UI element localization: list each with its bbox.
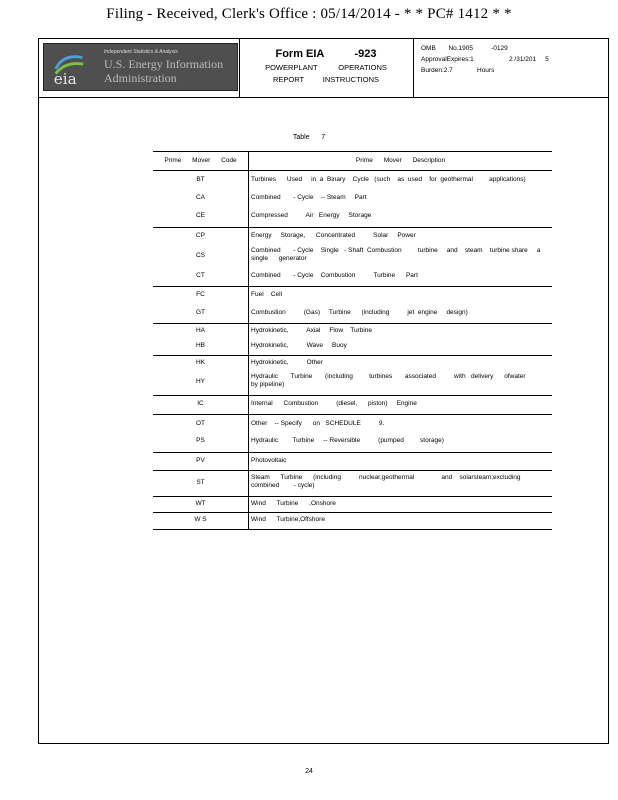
table-row-code: PV bbox=[196, 457, 205, 464]
form-header bbox=[39, 39, 608, 98]
table-row-desc: Combustion (Gas) Turbine (including jet engine design) bbox=[251, 309, 468, 316]
table-row-desc: Hydraulic Turbine -- Reversible (pumped storage) bbox=[251, 437, 444, 444]
eia-seal-icon bbox=[50, 48, 88, 86]
approval-expires: ApprovalExpires:1 bbox=[421, 56, 474, 63]
column-header-description: Prime Mover Description bbox=[355, 157, 446, 164]
table-row-desc: Combined - Cycle Single - Shaft Combustion turbine and steam turbine share a single generator bbox=[251, 247, 545, 262]
table-row-code: CA bbox=[195, 194, 206, 201]
logo-org-name: U.S. Energy Information bbox=[104, 57, 224, 71]
table-row-code: ST bbox=[196, 479, 205, 486]
group-divider bbox=[153, 395, 552, 396]
table-row-desc: Hydraulic Turbine (including turbines associated with delivery ofwater by pipeline) bbox=[251, 373, 539, 388]
table-row-desc: Hydrokinetic, Axial Flow Turbine bbox=[251, 327, 373, 334]
group-divider bbox=[153, 227, 552, 228]
logo-tagline: Independent Statistics & Analysis bbox=[104, 49, 178, 55]
table-row-code: CS bbox=[195, 252, 206, 259]
column-divider bbox=[248, 151, 249, 530]
burden-hours: Hours bbox=[477, 67, 495, 74]
table-row-desc: Other -- Specify on SCHEDULE 9. bbox=[251, 420, 385, 427]
form-title: Form EIA -923 bbox=[275, 48, 377, 60]
table-row-code: BT bbox=[196, 176, 205, 183]
table-row-code: HK bbox=[195, 359, 206, 366]
table-row-code: HB bbox=[195, 342, 206, 349]
table-row-code: FC bbox=[196, 291, 205, 298]
table-row-desc: Hydrokinetic, Wave Buoy bbox=[251, 342, 347, 349]
table-rule bbox=[153, 529, 552, 530]
table-rule bbox=[153, 170, 552, 171]
filing-stamp: Filing - Received, Clerk's Office : 05/14/2014 - * * PC# 1412 * * bbox=[106, 6, 512, 22]
table-row-desc: Hydrokinetic, Other bbox=[251, 359, 323, 366]
group-divider bbox=[153, 286, 552, 287]
table-row-desc: Fuel Cell bbox=[251, 291, 283, 298]
table-row-code: HA bbox=[195, 327, 206, 334]
table-row-desc: Wind Turbine ,Onshore bbox=[251, 500, 336, 507]
group-divider bbox=[153, 470, 552, 471]
group-divider bbox=[153, 355, 552, 356]
table-row-code: HY bbox=[195, 378, 206, 385]
table-row-desc: Wind Turbine,Offshore bbox=[251, 516, 325, 523]
form-subtitle: POWERPLANT OPERATIONS bbox=[265, 63, 387, 72]
eia-logo bbox=[43, 43, 238, 91]
logo-org-name-2: Administration bbox=[104, 71, 177, 85]
table-title: Table 7 bbox=[292, 134, 326, 141]
table-row-code: W S bbox=[194, 516, 207, 523]
group-divider bbox=[153, 512, 552, 513]
group-divider bbox=[153, 452, 552, 453]
table-row-desc: Energy Storage, Concentrated Solar Power bbox=[251, 232, 416, 239]
table-rule bbox=[153, 151, 552, 152]
table-row-code: IC bbox=[197, 400, 204, 407]
svg-text:eia: eia bbox=[53, 70, 77, 86]
expiration-date: 2 /31/201 5 bbox=[509, 56, 549, 63]
form-frame bbox=[38, 38, 609, 744]
table-row-desc: Combined - Cycle -- Steam Part bbox=[251, 194, 367, 201]
table-row-desc: Internal Combustion (diesel, piston) Engine bbox=[251, 400, 417, 407]
burden: Burden:2.7 bbox=[421, 67, 453, 74]
table-row-code: CP bbox=[195, 232, 206, 239]
group-divider bbox=[153, 414, 552, 415]
group-divider bbox=[153, 323, 552, 324]
header-divider bbox=[413, 39, 414, 97]
table-row-code: CT bbox=[196, 272, 205, 279]
form-subtitle-2: REPORT INSTRUCTIONS bbox=[273, 75, 379, 84]
omb-number: OMB No.1905 -0129 bbox=[421, 45, 508, 52]
column-header-code: Prime Mover Code bbox=[164, 157, 237, 164]
table-row-desc: Steam Turbine (including nuclear,geothermal and solarsteam;excluding combined - cycle) bbox=[251, 474, 523, 489]
group-divider bbox=[153, 496, 552, 497]
page-number: 24 bbox=[305, 768, 313, 775]
table-row-code: OT bbox=[195, 420, 206, 427]
table-row-code: GT bbox=[195, 309, 206, 316]
table-row-code: PS bbox=[196, 437, 205, 444]
table-row-code: CE bbox=[195, 212, 206, 219]
table-row-desc: Turbines Used in a Binary Cycle (such as used for geothermal applications) bbox=[251, 176, 526, 183]
table-row-desc: Combined - Cycle Combustion Turbine Part bbox=[251, 272, 418, 279]
table-row-desc: Photovoltaic bbox=[251, 457, 287, 464]
table-row-code: WT bbox=[195, 500, 206, 507]
table-row-desc: Compressed Air Energy Storage bbox=[251, 212, 372, 219]
